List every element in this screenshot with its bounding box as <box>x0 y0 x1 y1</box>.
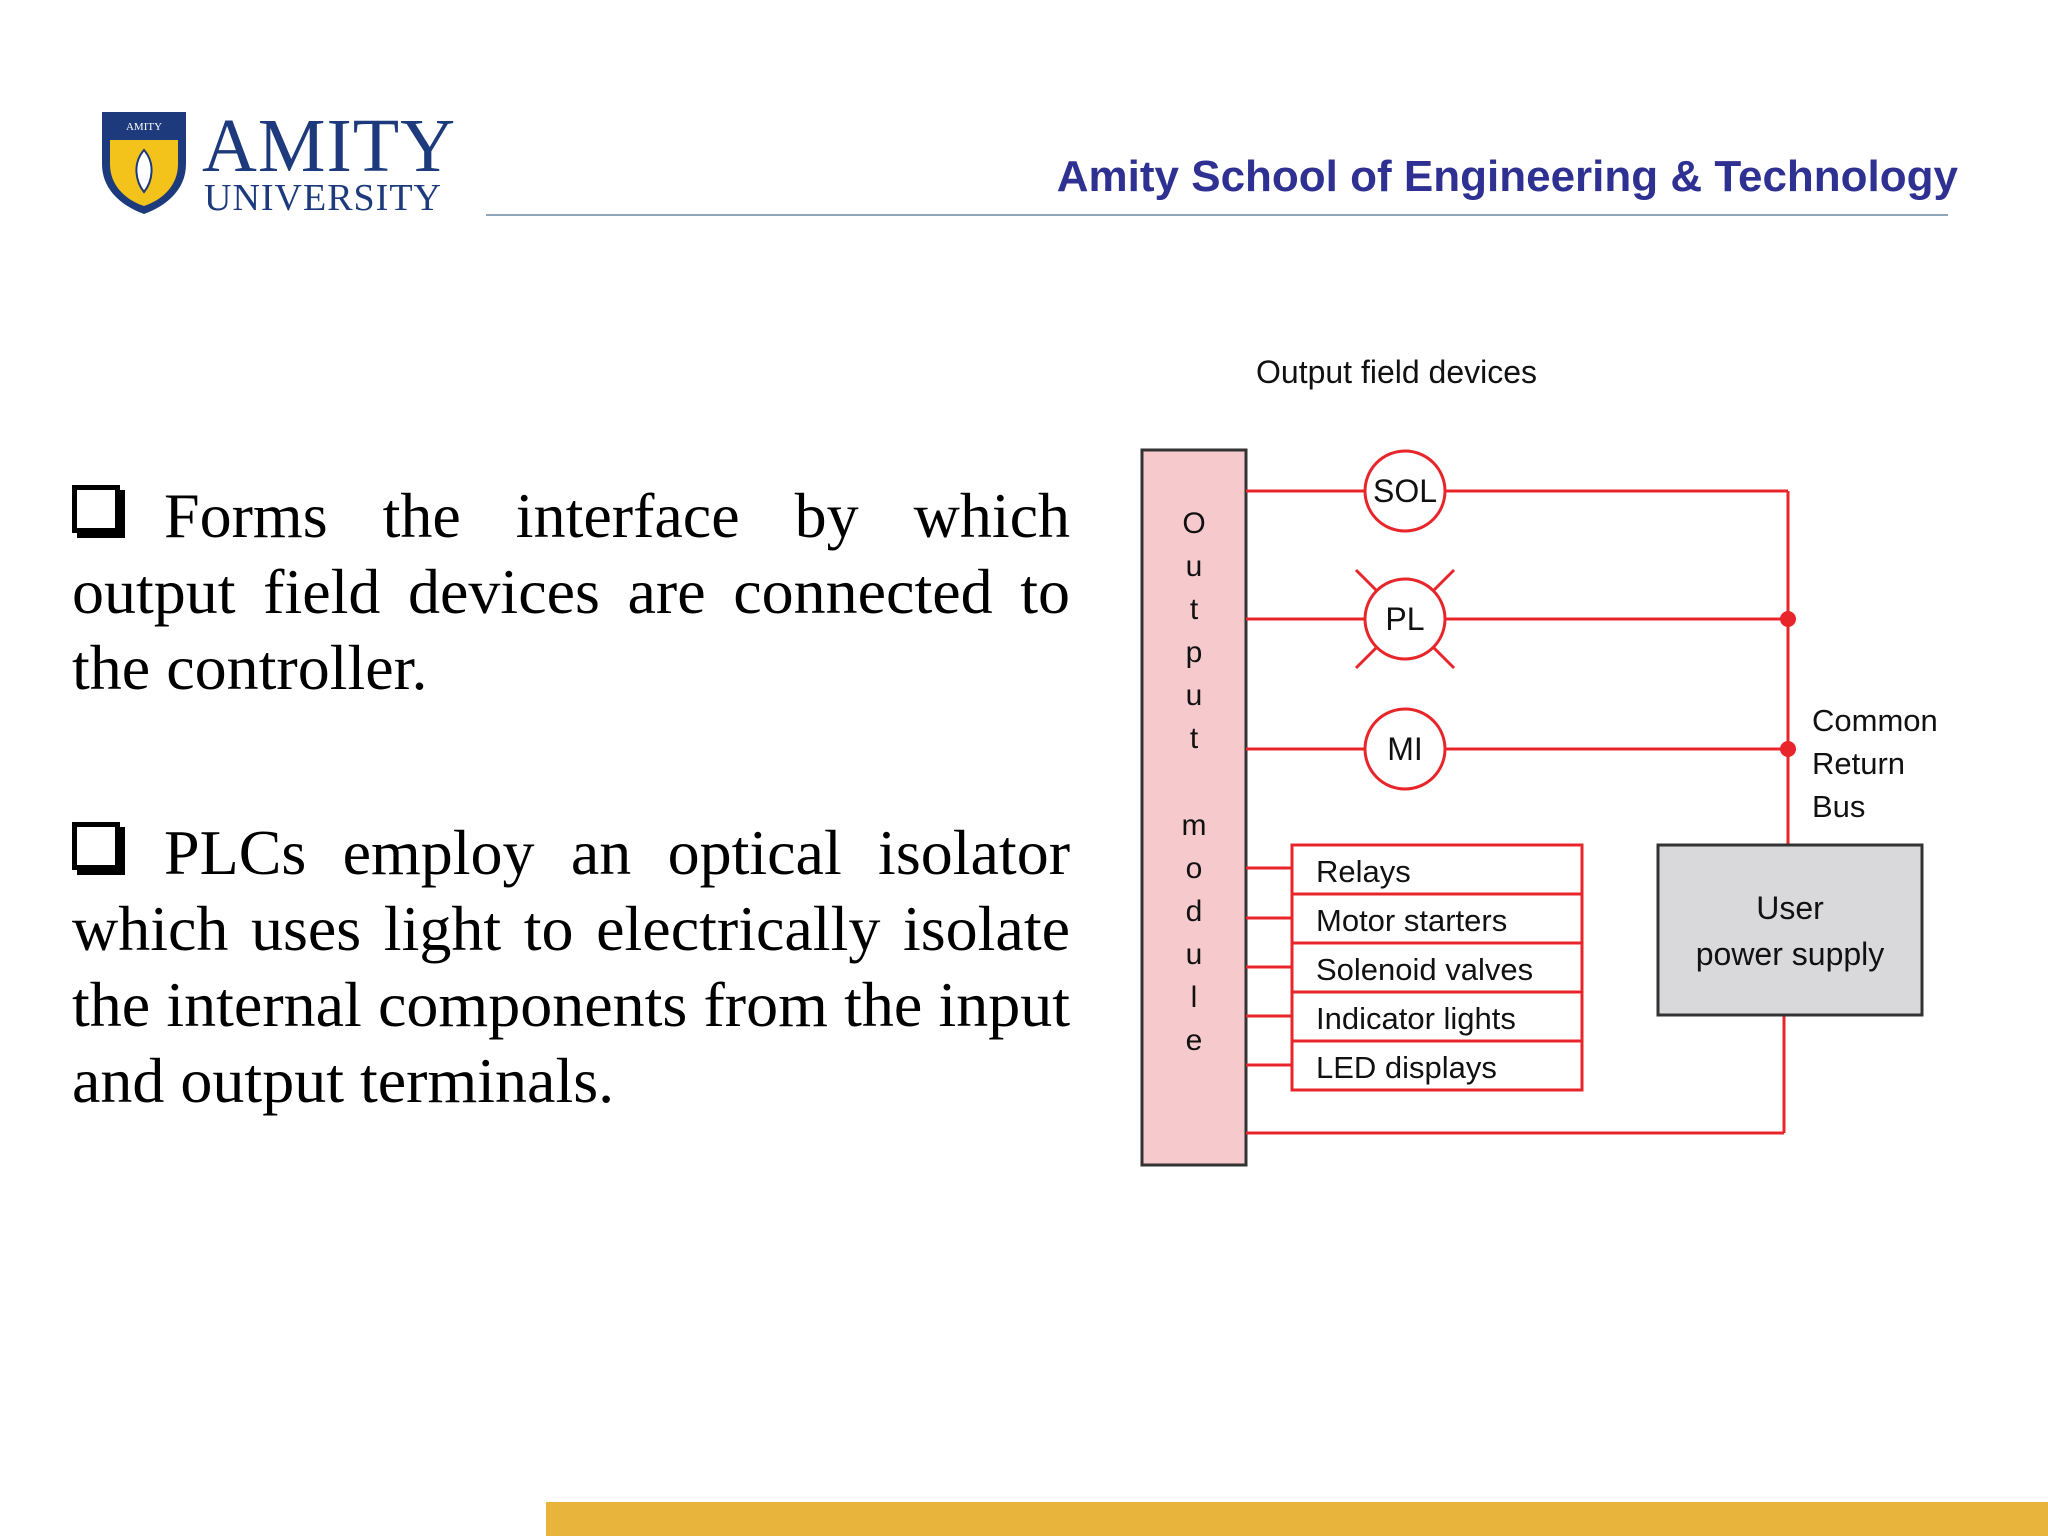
bullet-point-2 <box>72 815 1070 1119</box>
footer-accent-bar <box>546 1502 2048 1536</box>
device-list-item: LED displays <box>1316 1050 1497 1085</box>
pl-device-label: PL <box>1385 601 1425 637</box>
power-supply-label-line: User <box>1756 890 1824 926</box>
logo-word-university: UNIVERSITY <box>204 177 442 219</box>
bus-label-line: Common <box>1812 703 1938 738</box>
amity-logo <box>96 106 456 226</box>
device-list-item: Motor starters <box>1316 903 1508 938</box>
sol-device-label: SOL <box>1372 473 1438 509</box>
output-module-diagram <box>1120 355 1980 1185</box>
power-supply-label-line: power supply <box>1695 936 1885 972</box>
shield-icon <box>96 106 192 216</box>
diagram-title: Output field devices <box>1256 355 1538 390</box>
device-list-item: Relays <box>1316 854 1411 889</box>
bullet-text-1: Forms the interface by which output field devices are connected to the controller. <box>72 480 1070 703</box>
mi-device-label: MI <box>1387 731 1423 767</box>
output-module-label: O u t p u t m o d u l e <box>1181 507 1207 1057</box>
bus-label-line: Return <box>1812 746 1906 781</box>
checkbox-bullet-icon <box>72 822 120 870</box>
junction-dot <box>1780 741 1796 757</box>
school-title: Amity School of Engineering & Technology <box>1056 152 1958 201</box>
checkbox-bullet-icon <box>72 485 120 533</box>
bullet-point-1 <box>72 478 1070 706</box>
junction-dot <box>1780 611 1796 627</box>
logo-shield-text: AMITY <box>125 121 163 133</box>
user-power-supply-box <box>1658 845 1922 1015</box>
logo-word-amity: AMITY <box>202 104 457 188</box>
device-list-item: Solenoid valves <box>1316 952 1534 987</box>
header-divider <box>486 214 1948 216</box>
device-list-item: Indicator lights <box>1316 1001 1516 1036</box>
bus-label-line: Bus <box>1812 789 1866 824</box>
bullet-text-2: PLCs employ an optical isolator which uses light to electrically isolate the internal components from the input and output terminals. <box>72 817 1070 1116</box>
